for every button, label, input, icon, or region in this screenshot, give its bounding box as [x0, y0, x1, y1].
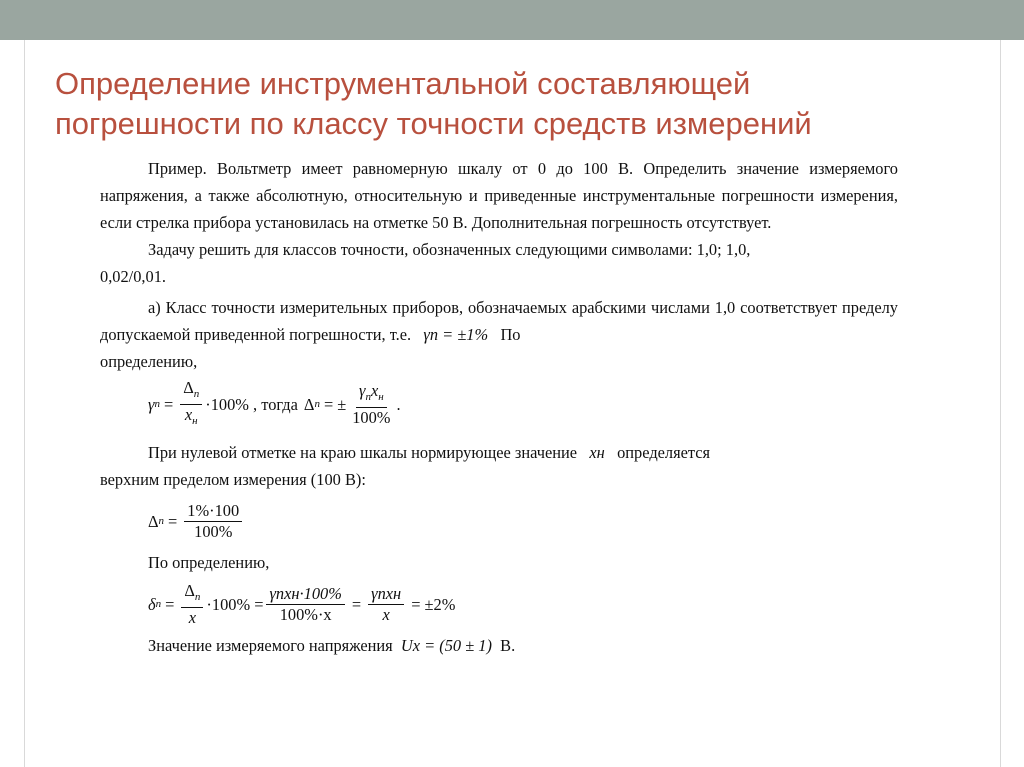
task-text: Задачу решить для классов точности, обозначенных следующими символами: 1,0; 1,0,	[148, 240, 751, 259]
p4-last: верхним пределом измерения (100 В):	[100, 470, 366, 489]
p6-formula: Ux = (50 ± 1)	[400, 636, 492, 655]
equation-3	[148, 576, 898, 632]
eq1-num-delta: Δ	[183, 377, 194, 397]
eq3-f1-den: x	[188, 607, 197, 627]
gamma-class-formula: γп = ±1%	[423, 325, 489, 344]
eq3-f3-num: γпxн	[368, 584, 404, 605]
eq1-equals-2: =	[323, 394, 334, 414]
eq1-den-sub: н	[192, 414, 198, 427]
eq3-f3-den: x	[382, 604, 390, 624]
eq1-gamma: γ	[148, 394, 155, 414]
paragraph-a	[100, 294, 898, 375]
eq2-delta: Δ	[148, 511, 159, 531]
eq1-mid: ·100% , тогда	[205, 394, 298, 414]
eq1-delta: Δ	[303, 394, 315, 414]
eq1-delta-sub: п	[314, 397, 320, 410]
paragraph-a-end: По	[500, 325, 521, 344]
eq2-fraction	[184, 501, 242, 542]
eq3-delta: δ	[148, 594, 156, 614]
eq1-f2-sub: п	[365, 390, 371, 403]
p4-text: При нулевой отметке на краю шкалы нормирующее значение	[148, 443, 578, 462]
eq3-fraction-1	[181, 581, 203, 628]
title-line-1: Определение инструментальной составляющей	[55, 66, 751, 101]
paragraph-a-text: а) Класс точности измерительных приборов, обозначаемых арабскими числами 1,0 соответствует пределу допускаемой приведенной погрешности, т.е.	[100, 298, 898, 344]
eq1-f2-sub-norm: н	[378, 390, 384, 403]
equation-2	[148, 493, 898, 549]
task-classes: 0,02/0,01.	[100, 267, 167, 286]
eq1-den-x: x	[184, 404, 193, 424]
eq1-fraction	[180, 378, 202, 431]
eq3-end: = ±2%	[411, 594, 456, 614]
eq2-equals: =	[168, 511, 178, 531]
paragraph-result	[100, 632, 898, 659]
slide-title	[55, 64, 985, 144]
eq3-fraction-3	[368, 584, 404, 625]
eq3-equals: =	[165, 594, 175, 614]
eq1-f2-den: 100%	[352, 407, 391, 427]
slide-body	[100, 155, 898, 659]
eq3-equals-2: =	[351, 594, 362, 614]
eq1-f2-x: x	[370, 380, 379, 400]
p4-end: определяется	[617, 443, 711, 462]
eq1-fraction-2	[349, 381, 393, 428]
eq3-f1-sub: п	[194, 590, 201, 603]
eq1-num-sub: п	[193, 387, 200, 400]
left-margin-line	[24, 40, 25, 767]
eq3-f2-num: γпxн·100%	[266, 584, 344, 605]
title-line-2: погрешности по классу точности средств измерений	[55, 106, 812, 141]
eq3-fraction-2	[266, 584, 344, 625]
eq3-mid: ·100% =	[206, 594, 264, 614]
eq1-f2-gamma: γ	[358, 380, 366, 400]
paragraph-task	[100, 236, 898, 290]
eq3-f2-den: 100%·x	[279, 604, 332, 624]
p6-end: В.	[500, 636, 516, 655]
p4-var: xн	[589, 443, 605, 462]
eq1-equals: =	[163, 394, 174, 414]
eq2-den: 100%	[194, 521, 233, 541]
eq1-pm: ±	[337, 394, 347, 414]
p6-text: Значение измеряемого напряжения	[148, 636, 393, 655]
eq1-sub: п	[154, 397, 160, 410]
paragraph-zero-mark	[100, 439, 898, 493]
paragraph-example: Пример. Вольтметр имеет равномерную шкалу от 0 до 100 В. Определить значение измеряемого напряжения, а также абсолютную, относительную и приведенные инструментальные погрешности измерения, если стрелка прибора установилась на отметке 50 В. Дополнительная погрешность отсутствует.	[100, 159, 898, 232]
eq2-num: 1%·100	[184, 501, 242, 522]
paragraph-a-last: определению,	[100, 352, 198, 371]
eq2-sub: п	[158, 514, 165, 527]
right-margin-line	[1000, 40, 1001, 767]
eq3-f1-delta: Δ	[184, 580, 195, 600]
eq3-sub: п	[155, 597, 162, 610]
top-bar	[0, 0, 1024, 40]
paragraph-by-definition: По определению,	[148, 553, 270, 572]
equation-1: γ п = $\frac{\Delta_п}{x_н}$ ·100% , тогда Δ п = ± $\frac{\gamma_пx_н}{100\%}$ .	[148, 375, 898, 433]
